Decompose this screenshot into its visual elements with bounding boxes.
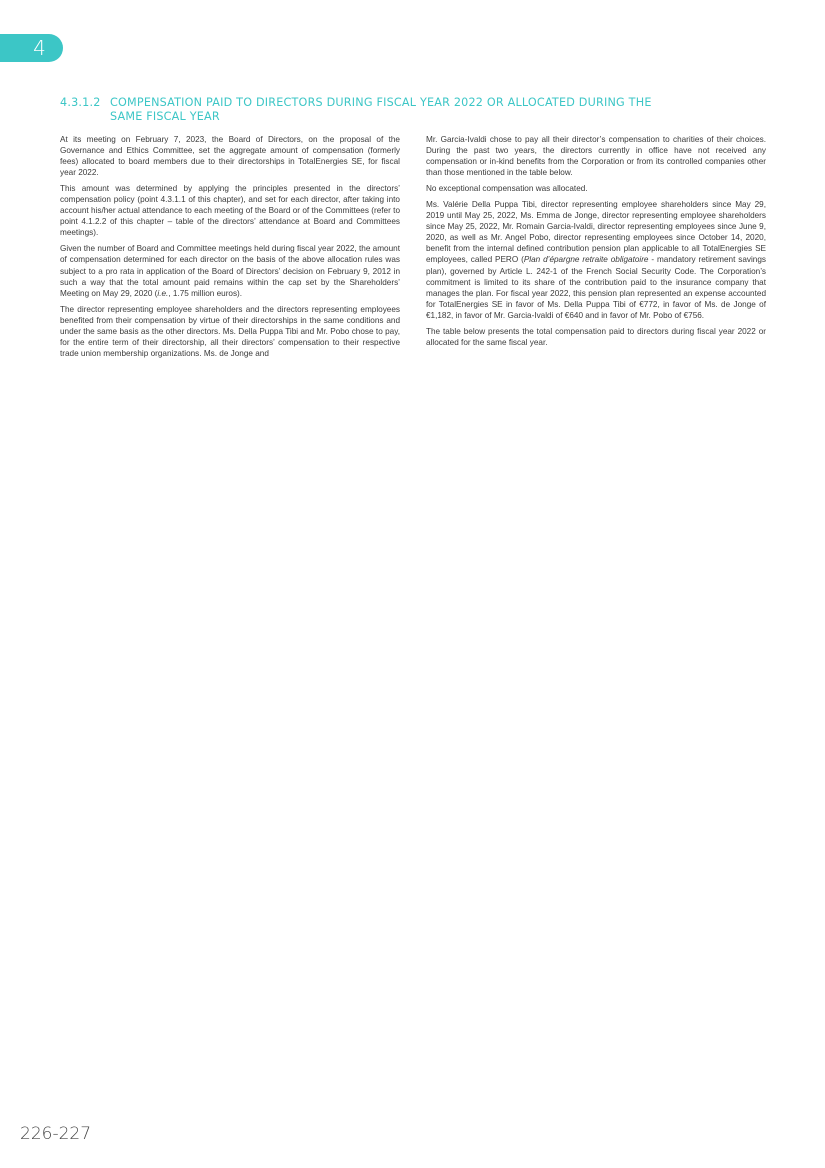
- page-number: 226-227: [20, 1124, 92, 1144]
- paragraph: The table below presents the total compensation paid to directors during fiscal year 2022 or allocated for the same fiscal year.: [426, 326, 766, 347]
- chapter-tab: [0, 34, 63, 62]
- section-title-line1: COMPENSATION PAID TO DIRECTORS DURING FISCAL YEAR 2022 OR ALLOCATED DURING THE: [110, 96, 652, 109]
- text-run: , 1.75 million euros).: [168, 288, 243, 298]
- italic-abbreviation: i.e.: [157, 288, 169, 298]
- section-heading: [60, 96, 760, 124]
- paragraph: [426, 199, 766, 321]
- paragraph: [60, 243, 400, 298]
- text-run: - mandatory retirement savings plan), governed by Article L. 242-1 of the French Social Security Code. The Corporation’s commitment is limited to its share of the contribution paid to the insurance company that manages the plan. For fiscal year 2022, this pension plan represented an expense accounted for TotalEnergies SE in favor of Ms. Della Puppa Tibi of €772, in favor of Ms. de Jonge of €1,182, in favor of Mr. Garcia-Ivaldi of €640 and in favor of Mr. Pobo of €756.: [426, 255, 767, 320]
- right-column: [426, 134, 766, 353]
- paragraph: This amount was determined by applying the principles presented in the directors’ compensation policy (point 4.3.1.1 of this chapter), and set for each director, after taking into account his/her actual attendance to each meeting of the Board or of the Committees (refer to point 4.1.2.2 of this chapter – table of the directors’ attendance at Board and Committees meetings).: [60, 184, 400, 238]
- left-column: [60, 134, 400, 364]
- paragraph: At its meeting on February 7, 2023, the Board of Directors, on the proposal of the Governance and Ethics Committee, set the aggregate amount of compensation (formerly fees) allocated to board members due to their directorships in TotalEnergies SE, for fiscal year 2022.: [60, 135, 400, 178]
- text-run: Ms. Valérie Della Puppa Tibi, director representing employee shareholders since May 29, 2019 until May 25, 2022, Ms. Emma de Jonge, director representing employee shareholders since May 25, 2022, Mr. Romain Garcia-Ivaldi, director representing employees since June 9, 2020, as well as Mr. Angel Pobo, director representing employees since October 14, 2020, benefit from the internal defined contribution pension plan applicable to all TotalEnergies SE employees, called PERO (: [426, 200, 766, 265]
- paragraph: Mr. Garcia-Ivaldi chose to pay all their director’s compensation to charities of their choices. During the past two years, the directors currently in office have not received any compensation or in-kind benefits from the Corporation or from its controlled companies other than those mentioned in the table below.: [426, 135, 766, 178]
- paragraph: The director representing employee shareholders and the directors representing employees benefited from their compensation by virtue of their directorships in the same conditions and under the same basis as the other directors. Ms. Della Puppa Tibi and Mr. Pobo chose to pay, for the entire term of their directorship, all their directors’ compensation to their respective trade union membership organizations. Ms. de Jonge and: [60, 304, 400, 358]
- italic-plan-name: Plan d’épargne retraite obligatoire: [523, 255, 649, 265]
- chapter-number: 4: [33, 36, 46, 60]
- paragraph: No exceptional compensation was allocated.: [426, 184, 588, 194]
- text-run: Given the number of Board and Committee meetings held during fiscal year 2022, the amount of compensation determined for each director on the basis of the above allocation rules was subject to a pro rata in application of the Board of Directors’ decision on February 9, 2012 in such a way that the total amount paid remains within the cap set by the Shareholders’ Meeting on May 29, 2020 (: [60, 244, 400, 298]
- section-title-line2: SAME FISCAL YEAR: [110, 110, 220, 123]
- section-number: 4.3.1.2: [60, 96, 101, 109]
